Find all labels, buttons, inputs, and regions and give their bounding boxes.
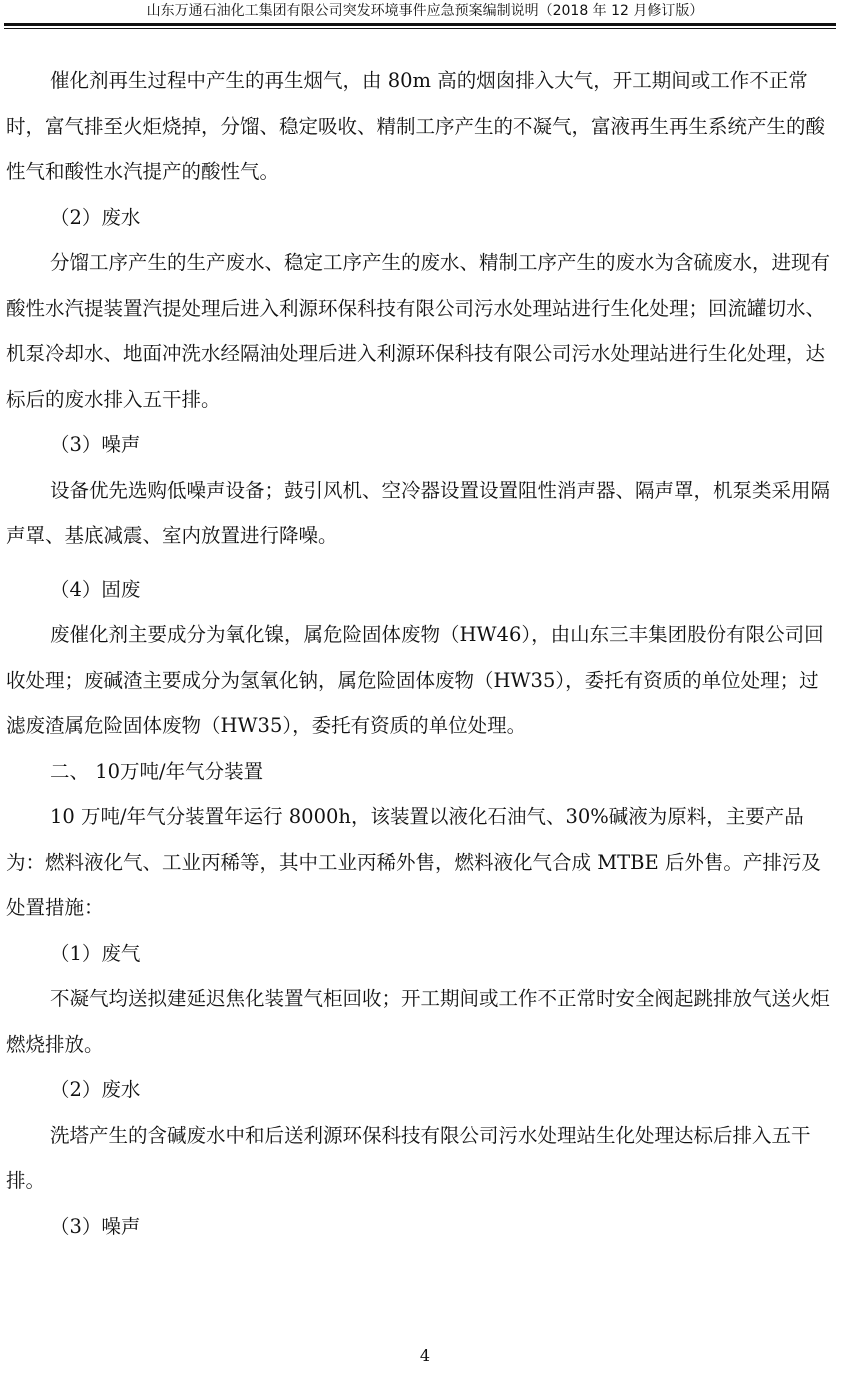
paragraph-waste-gas: 不凝气均送拟建延迟焦化装置气柜回收；开工期间或工作不正常时安全阀起跳排放气送火炬燃烧排放。 <box>6 987 831 1056</box>
heading-noise-1: （3）噪声 <box>50 433 141 456</box>
heading-wastewater-2: （2）废水 <box>50 1078 141 1101</box>
page-header: 山东万通石油化工集团有限公司突发环境事件应急预案编制说明（2018 年 12 月修订版） <box>146 3 704 19</box>
paragraph-wastewater-1: 分馏工序产生的生产废水、稳定工序产生的废水、精制工序产生的废水为含硫废水，进现有酸性水汽提装置汽提处理后进入利源环保科技有限公司污水处理站进行生化处理；回流罐切水、机泵冷却水、地面冲洗水经隔油处理后进入利源环保科技有限公司污水处理站进行生化处理，达标后的废水排入五干排。 <box>6 251 831 411</box>
heading-wastewater-1: （2）废水 <box>50 205 141 229</box>
paragraph-regeneration-gas: 催化剂再生过程中产生的再生烟气，由 80m 高的烟囱排入大气，开工期间或工作不正常时，富气排至火炬烧掉，分馏、稳定吸收、精制工序产生的不凝气，富液再生再生系统产生的酸性气和酸性水汽提产的酸性气。 <box>6 69 826 183</box>
header-rule-thick <box>4 23 836 26</box>
paragraph-gas-separation-intro: 10 万吨/年气分装置年运行 8000h，该装置以液化石油气、30%碱液为原料，主要产品为：燃料液化气、工业丙稀等，其中工业丙稀外售，燃料液化气合成 MTBE 后外售。产排污及处置措施： <box>6 805 821 919</box>
paragraph-noise-1: 设备优先选购低噪声设备；鼓引风机、空冷器设置设置阻性消声器、隔声罩，机泵类采用隔声罩、基底减震、室内放置进行降噪。 <box>6 478 831 547</box>
document-body <box>6 58 836 1249</box>
heading-noise-2: （3）噪声 <box>50 1214 141 1238</box>
paragraph-solid-waste: 废催化剂主要成分为氧化镍，属危险固体废物（HW46），由山东三丰集团股份有限公司回收处理；废碱渣主要成分为氢氧化钠，属危险固体废物（HW35），委托有资质的单位处理；过滤废渣属危险固体废物（HW35），委托有资质的单位处理。 <box>6 623 824 737</box>
heading-solid-waste: （4）固废 <box>50 577 141 601</box>
paragraph-wastewater-2: 洗塔产生的含碱废水中和后送利源环保科技有限公司污水处理站生化处理达标后排入五干排。 <box>6 1123 811 1192</box>
section-heading-gas-separation: 二、 10万吨/年气分装置 <box>50 759 264 783</box>
page-number: 4 <box>419 1346 431 1365</box>
header-rule-thin <box>4 28 836 29</box>
heading-waste-gas: （1）废气 <box>50 941 141 965</box>
